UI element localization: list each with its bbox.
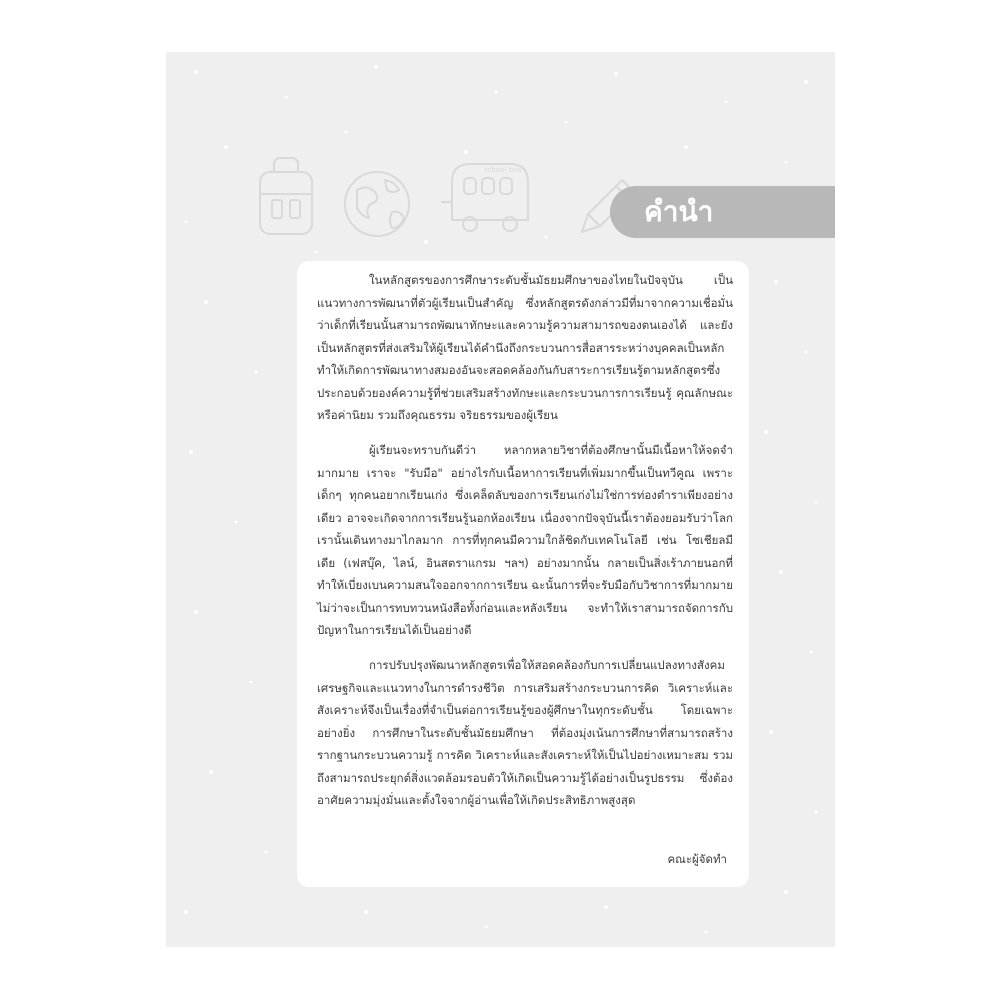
body-paragraph: ผู้เรียนจะทราบกันดีว่า หลากหลายวิชาที่ต้องศึกษานั้นมีเนื้อหาให้จดจำมากมาย เราจะ "รับมือ" อย่างไรกับเนื้อหาการเรียนที่เพิ่มมากขึ้นเป็นทวีคูณ เพราะเด็กๆ ทุกคนอยากเรียนเก่ง ซึ่งเคล็ดลับของการเรียนเก่งไม่ใช่การท่องตำราเพียงอย่างเดียว อาจจะเกิดจากการเรียนรู้นอกห้องเรียน เนื่องจากปัจจุบันนี้เราต้องยอมรับว่าโลกเรานั้นเดินทางมาไกลมาก การที่ทุกคนมีความใกล้ชิดกับเทคโนโลยี เช่น โซเชียลมีเดีย (เฟสบุ๊ค, ไลน์, อินสตราแกรม ฯลฯ) อย่างมากนั้น กลายเป็นสิ่งเร้าภายนอกที่ทำให้เบี่ยงเบนความสนใจออกจากการเรียน ฉะนั้นการที่จะรับมือกับวิชาการที่มากมายไม่ว่าจะเป็นการทบทวนหนังสือทั้งก่อนและหลังเรียน จะทำให้เราสามารถจัดการกับปัญหาในการเรียนได้เป็นอย่างดี xyxy=(317,443,733,637)
book-page xyxy=(166,52,835,947)
content-card xyxy=(297,261,749,887)
author-signature: คณะผู้จัดทำ xyxy=(667,852,727,866)
page-title: คำนำ xyxy=(644,195,714,228)
svg-text:school bus: school bus xyxy=(484,166,522,174)
globe-icon xyxy=(345,172,409,236)
backpack-icon xyxy=(260,158,312,234)
school-bus-icon xyxy=(442,164,528,231)
body-paragraph: การปรับปรุงพัฒนาหลักสูตรเพื่อให้สอดคล้องกับการเปลี่ยนแปลงทางสังคม เศรษฐกิจและแนวทางในการดำรงชีวิต การเสริมสร้างกระบวนการคิด วิเคราะห์และสังเคราะห์จึงเป็นเรื่องที่จำเป็นต่อการเรียนรู้ของผู้ศึกษาในทุกระดับชั้น โดยเฉพาะอย่างยิ่ง การศึกษาในระดับชั้นมัธยมศึกษา ที่ต้องมุ่งเน้นการศึกษาที่สามารถสร้างรากฐานกระบวนความรู้ การคิด วิเคราะห์และสังเคราะห์ให้เป็นไปอย่างเหมาะสม รวมถึงสามารถประยุกต์สิ่งแวดล้อมรอบตัวให้เกิดเป็นความรู้ได้อย่างเป็นรูปธรรม ซึ่งต้องอาศัยความมุ่งมั่นและตั้งใจจากผู้อ่านเพื่อให้เกิดประสิทธิภาพสูงสุด xyxy=(317,658,733,807)
body-paragraph: ในหลักสูตรของการศึกษาระดับชั้นมัธยมศึกษาของไทยในปัจจุบัน เป็นแนวทางการพัฒนาที่ตัวผู้เรียนเป็นสำคัญ ซึ่งหลักสูตรดังกล่าวมีที่มาจากความเชื่อมั่นว่าเด็กที่เรียนนั้นสามารถพัฒนาทักษะและความรู้ความสามารถของตนเองได้ และยังเป็นหลักสูตรที่ส่งเสริมให้ผู้เรียนได้คำนึงถึงกระบวนการสื่อสารระหว่างบุคคลเป็นหลัก ทำให้เกิดการพัฒนาทางสมองอันจะสอดคล้องกันกับสาระการเรียนรู้ตามหลักสูตรซึ่งประกอบด้วยองค์ความรู้ที่ช่วยเสริมสร้างทักษะและกระบวนการการเรียนรู้ คุณลักษณะหรือค่านิยม รวมถึงคุณธรรม จริยธรรมของผู้เรียน xyxy=(317,273,733,422)
decorative-icon-strip xyxy=(252,152,652,252)
heading-tab xyxy=(610,186,835,238)
